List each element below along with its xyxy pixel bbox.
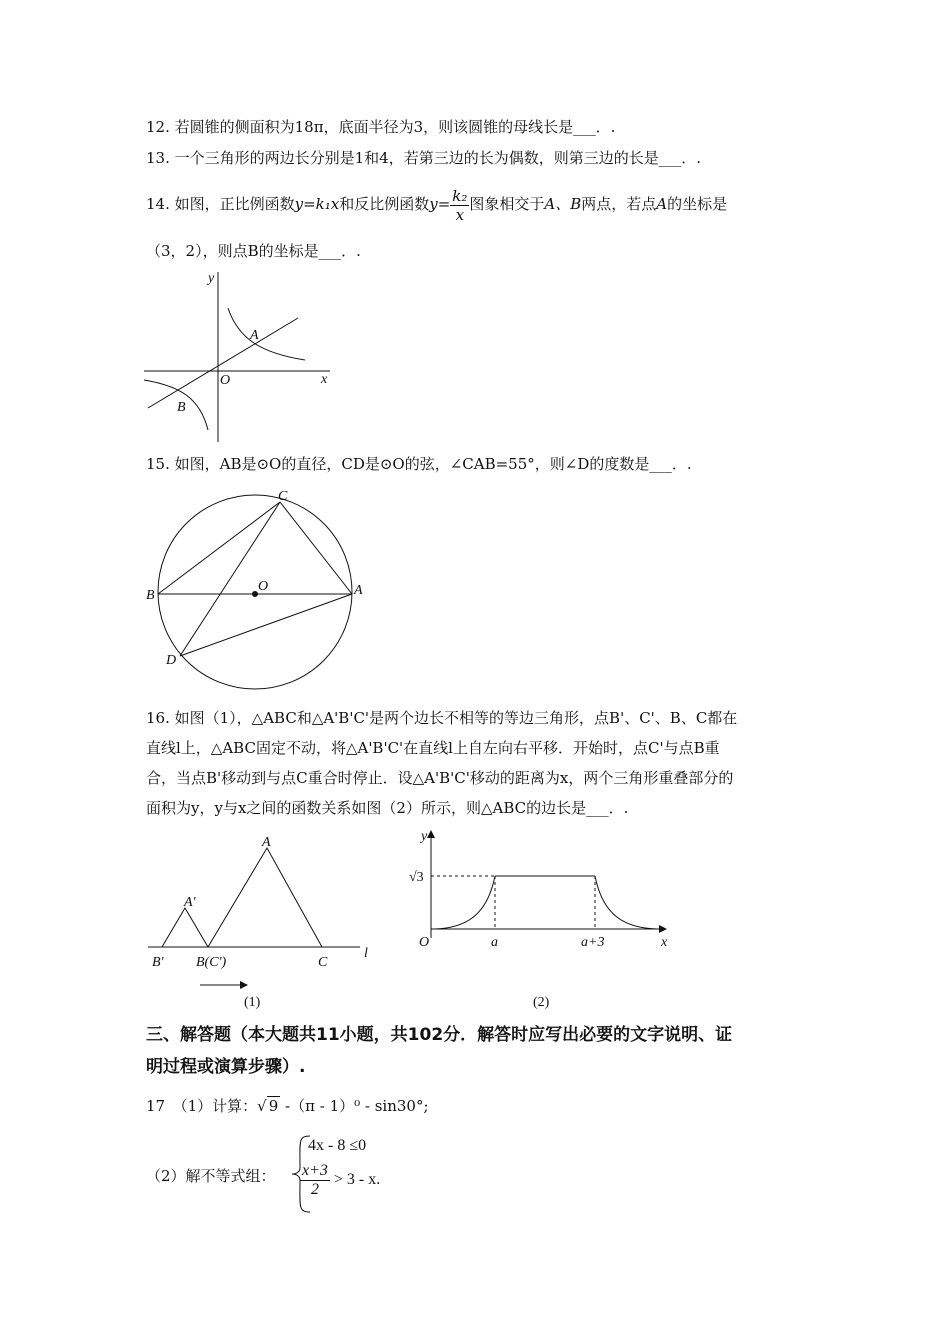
- label-c: C: [318, 955, 328, 970]
- ineq2-den: 2: [310, 1181, 319, 1198]
- label-b-prime: B': [152, 955, 164, 970]
- label-sqrt3: √3: [409, 870, 424, 885]
- label-d: D: [166, 653, 177, 668]
- label-y: y: [421, 829, 428, 844]
- q14-formula-y: y=: [429, 195, 451, 213]
- question-12: 12. 若圆锥的侧面积为18π，底面半径为3，则该圆锥的母线长是___．.: [146, 118, 616, 136]
- triangle-a-prime: [162, 908, 208, 947]
- q17-part1-prefix: 17 （1）计算：: [146, 1097, 258, 1115]
- inequality-1: 4x - 8 ≤0: [308, 1137, 367, 1154]
- triangle-abc: [208, 848, 322, 947]
- ineq2-period: .: [376, 1171, 381, 1189]
- q14-frac-den: x: [455, 205, 465, 224]
- question-13: 13. 一个三角形的两边长分别是1和4，若第三边的长为偶数，则第三边的长是___．.: [146, 149, 701, 167]
- label-a: a: [491, 935, 498, 950]
- label-x: x: [321, 372, 328, 387]
- label-b-c-prime: B(C'): [196, 955, 227, 970]
- q14-text-i: 的坐标是: [667, 195, 728, 213]
- q16-figure-1: [140, 830, 390, 1010]
- ineq2-fraction: [300, 1162, 330, 1199]
- section-3-heading-line2: 明过程或演算步骤）.: [146, 1057, 306, 1077]
- question-17-part1: [146, 1096, 429, 1116]
- curve-fall: [595, 876, 657, 929]
- question-15: 15. 如图，AB是⊙O的直径，CD是⊙O的弦，∠CAB=55°，则∠D的度数是___．.: [146, 455, 692, 473]
- arrow-head: [240, 981, 248, 989]
- label-o: O: [258, 579, 269, 594]
- inequality-2: [300, 1162, 380, 1199]
- label-y: y: [208, 271, 215, 286]
- q14-formula-linear: y=k₁x: [294, 195, 340, 213]
- x-axis-arrow: [659, 925, 667, 933]
- q16-figure-2: [405, 826, 685, 1010]
- label-a: A: [262, 835, 271, 850]
- label-b: B: [177, 400, 186, 415]
- question-16-line1: 16. 如图（1），△ABC和△A'B'C'是两个边长不相等的等边三角形，点B'、C'、B、C都在: [146, 709, 738, 727]
- question-16-line3: 合，当点B'移动到与点C重合时停止．设△A'B'C'移动的距离为x，两个三角形重叠部分的: [146, 769, 734, 787]
- ineq2-rest: > 3 - x: [333, 1171, 377, 1189]
- linear-function-line: [148, 318, 298, 408]
- q14-points: A、B: [544, 195, 582, 213]
- question-14-line1: [146, 185, 727, 224]
- q15-figure: [140, 484, 380, 696]
- q17-sqrt-radicand: 9: [268, 1097, 279, 1115]
- question-14-line2: （3，2），则点B的坐标是___．.: [146, 242, 361, 260]
- question-17-part2-prefix: （2）解不等式组：: [146, 1167, 276, 1185]
- q14-figure: [140, 268, 340, 446]
- q17-part1-rest: -（π - 1）⁰ - sin30°;: [285, 1097, 429, 1115]
- q14-text-g: 两点，若点: [581, 195, 657, 213]
- question-16-line4: 面积为y，y与x之间的函数关系如图（2）所示，则△ABC的边长是___．.: [146, 799, 629, 817]
- q14-point-a: A: [656, 195, 668, 213]
- label-a-prime: A': [184, 895, 196, 910]
- label-o: O: [419, 935, 430, 950]
- label-x: x: [661, 935, 668, 950]
- section-3-heading-line1: 三、解答题（本大题共11小题，共102分．解答时应写出必要的文字说明、证: [146, 1025, 733, 1045]
- label-o: O: [220, 373, 231, 388]
- q14-frac-num: k₂: [452, 186, 468, 205]
- label-a: A: [354, 583, 363, 598]
- caption-2: (2): [533, 995, 550, 1010]
- label-l: l: [364, 946, 368, 961]
- q14-text-e: 图象相交于: [469, 195, 545, 213]
- label-b: B: [146, 588, 155, 603]
- hyperbola-branch-q1: [228, 308, 305, 360]
- sqrt-symbol: √: [257, 1097, 267, 1115]
- chord-da: [180, 594, 352, 656]
- label-a-plus-3: a+3: [581, 935, 605, 950]
- caption-1: (1): [244, 995, 261, 1010]
- y-axis-arrow: [427, 830, 435, 838]
- q14-text-a: 14. 如图，正比例函数: [146, 195, 295, 213]
- label-c: C: [278, 489, 288, 504]
- ineq2-num: x+3: [302, 1162, 328, 1179]
- q14-fraction: [450, 187, 469, 224]
- label-a: A: [250, 328, 259, 343]
- curve-rise: [435, 876, 495, 929]
- question-16-line2: 直线l上，△ABC固定不动，将△A'B'C'在直线l上自左向右平移．开始时，点C'与点B重: [146, 739, 720, 757]
- q14-text-c: 和反比例函数: [339, 195, 430, 213]
